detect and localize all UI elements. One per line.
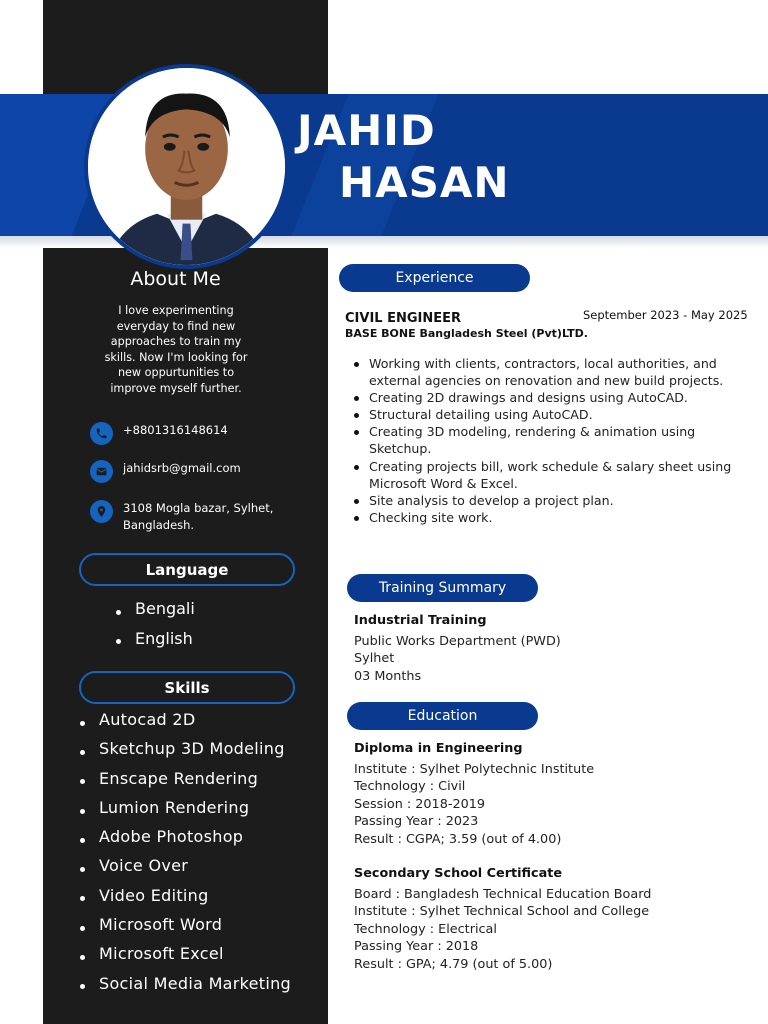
ssc-line: Result : GPA; 4.79 (out of 5.00) [354, 956, 553, 972]
first-name: JAHID [297, 106, 436, 155]
profile-photo [84, 64, 289, 269]
address-line-2: Bangladesh. [123, 518, 195, 532]
training-line: 03 Months [354, 668, 422, 684]
language-list [116, 597, 195, 656]
list-item: Sketchup 3D Modeling [80, 737, 291, 766]
training-title: Industrial Training [354, 613, 487, 628]
skills-heading: Skills [79, 671, 295, 704]
ssc-title: Secondary School Certificate [354, 866, 563, 881]
job-title: CIVIL ENGINEER [345, 311, 462, 326]
list-item: Adobe Photoshop [80, 825, 291, 854]
about-me-text: I love experimenting everyday to find new approaches to train my skills. Now I'm looking for new oppurtunities to improve myself further. [104, 304, 248, 395]
person-portrait-icon [88, 68, 285, 265]
ssc-line: Technology : Electrical [354, 921, 497, 937]
diploma-block [354, 740, 754, 848]
skills-list [80, 708, 291, 1001]
job-dates: September 2023 - May 2025 [583, 308, 748, 322]
training-line: Public Works Department (PWD) [354, 633, 561, 649]
list-item: Creating 2D drawings and designs using AutoCAD. [352, 389, 732, 406]
ssc-block [354, 865, 754, 973]
diploma-line: Technology : Civil [354, 779, 466, 794]
ssc-line: Passing Year : 2018 [354, 939, 479, 954]
ssc-line: Institute : Sylhet Technical School and College [354, 904, 650, 919]
list-item: Social Media Marketing [80, 972, 291, 1001]
list-item: Microsoft Excel [80, 942, 291, 971]
email-address: jahidsrb@gmail.com [123, 461, 241, 475]
list-item: Creating 3D modeling, rendering & animation using Sketchup. [352, 423, 732, 457]
list-item: Voice Over [80, 854, 291, 883]
diploma-line: Result : CGPA; 3.59 (out of 4.00) [354, 831, 562, 847]
list-item: Checking site work. [352, 509, 732, 526]
experience-bullets [352, 355, 732, 526]
contact-email-row [90, 460, 293, 483]
about-me-heading: About Me [130, 268, 221, 290]
location-pin-icon [90, 500, 113, 523]
list-item: Working with clients, contractors, local authorities, and external agencies on renovation and new build projects. [352, 355, 732, 389]
contact-address-row [90, 500, 293, 534]
last-name: HASAN [339, 158, 510, 207]
list-item: Creating projects bill, work schedule & salary sheet using Microsoft Word & Excel. [352, 458, 732, 492]
experience-heading: Experience [339, 264, 530, 292]
list-item: English [116, 627, 195, 657]
contact-phone-row [90, 422, 293, 445]
diploma-line: Institute : Sylhet Polytechnic Institute [354, 761, 595, 777]
list-item: Site analysis to develop a project plan. [352, 492, 732, 509]
diploma-line: Passing Year : 2023 [354, 814, 479, 829]
address [123, 500, 293, 534]
list-item: Lumion Rendering [80, 796, 291, 825]
list-item: Bengali [116, 597, 195, 627]
job-company: BASE BONE Bangladesh Steel (Pvt)LTD. [345, 327, 588, 340]
education-heading: Education [347, 702, 538, 730]
list-item: Microsoft Word [80, 913, 291, 942]
diploma-title: Diploma in Engineering [354, 741, 523, 756]
address-line-1: 3108 Mogla bazar, Sylhet, [123, 501, 274, 515]
training-block [354, 612, 754, 685]
language-heading: Language [79, 553, 295, 586]
envelope-icon [90, 460, 113, 483]
list-item: Enscape Rendering [80, 767, 291, 796]
phone-number: +8801316148614 [123, 423, 228, 437]
training-line: Sylhet [354, 651, 395, 666]
phone-icon [90, 422, 113, 445]
list-item: Autocad 2D [80, 708, 291, 737]
training-summary-heading: Training Summary [347, 574, 538, 602]
list-item: Video Editing [80, 884, 291, 913]
ssc-line: Board : Bangladesh Technical Education Board [354, 886, 652, 902]
list-item: Structural detailing using AutoCAD. [352, 406, 732, 423]
diploma-line: Session : 2018-2019 [354, 796, 486, 812]
